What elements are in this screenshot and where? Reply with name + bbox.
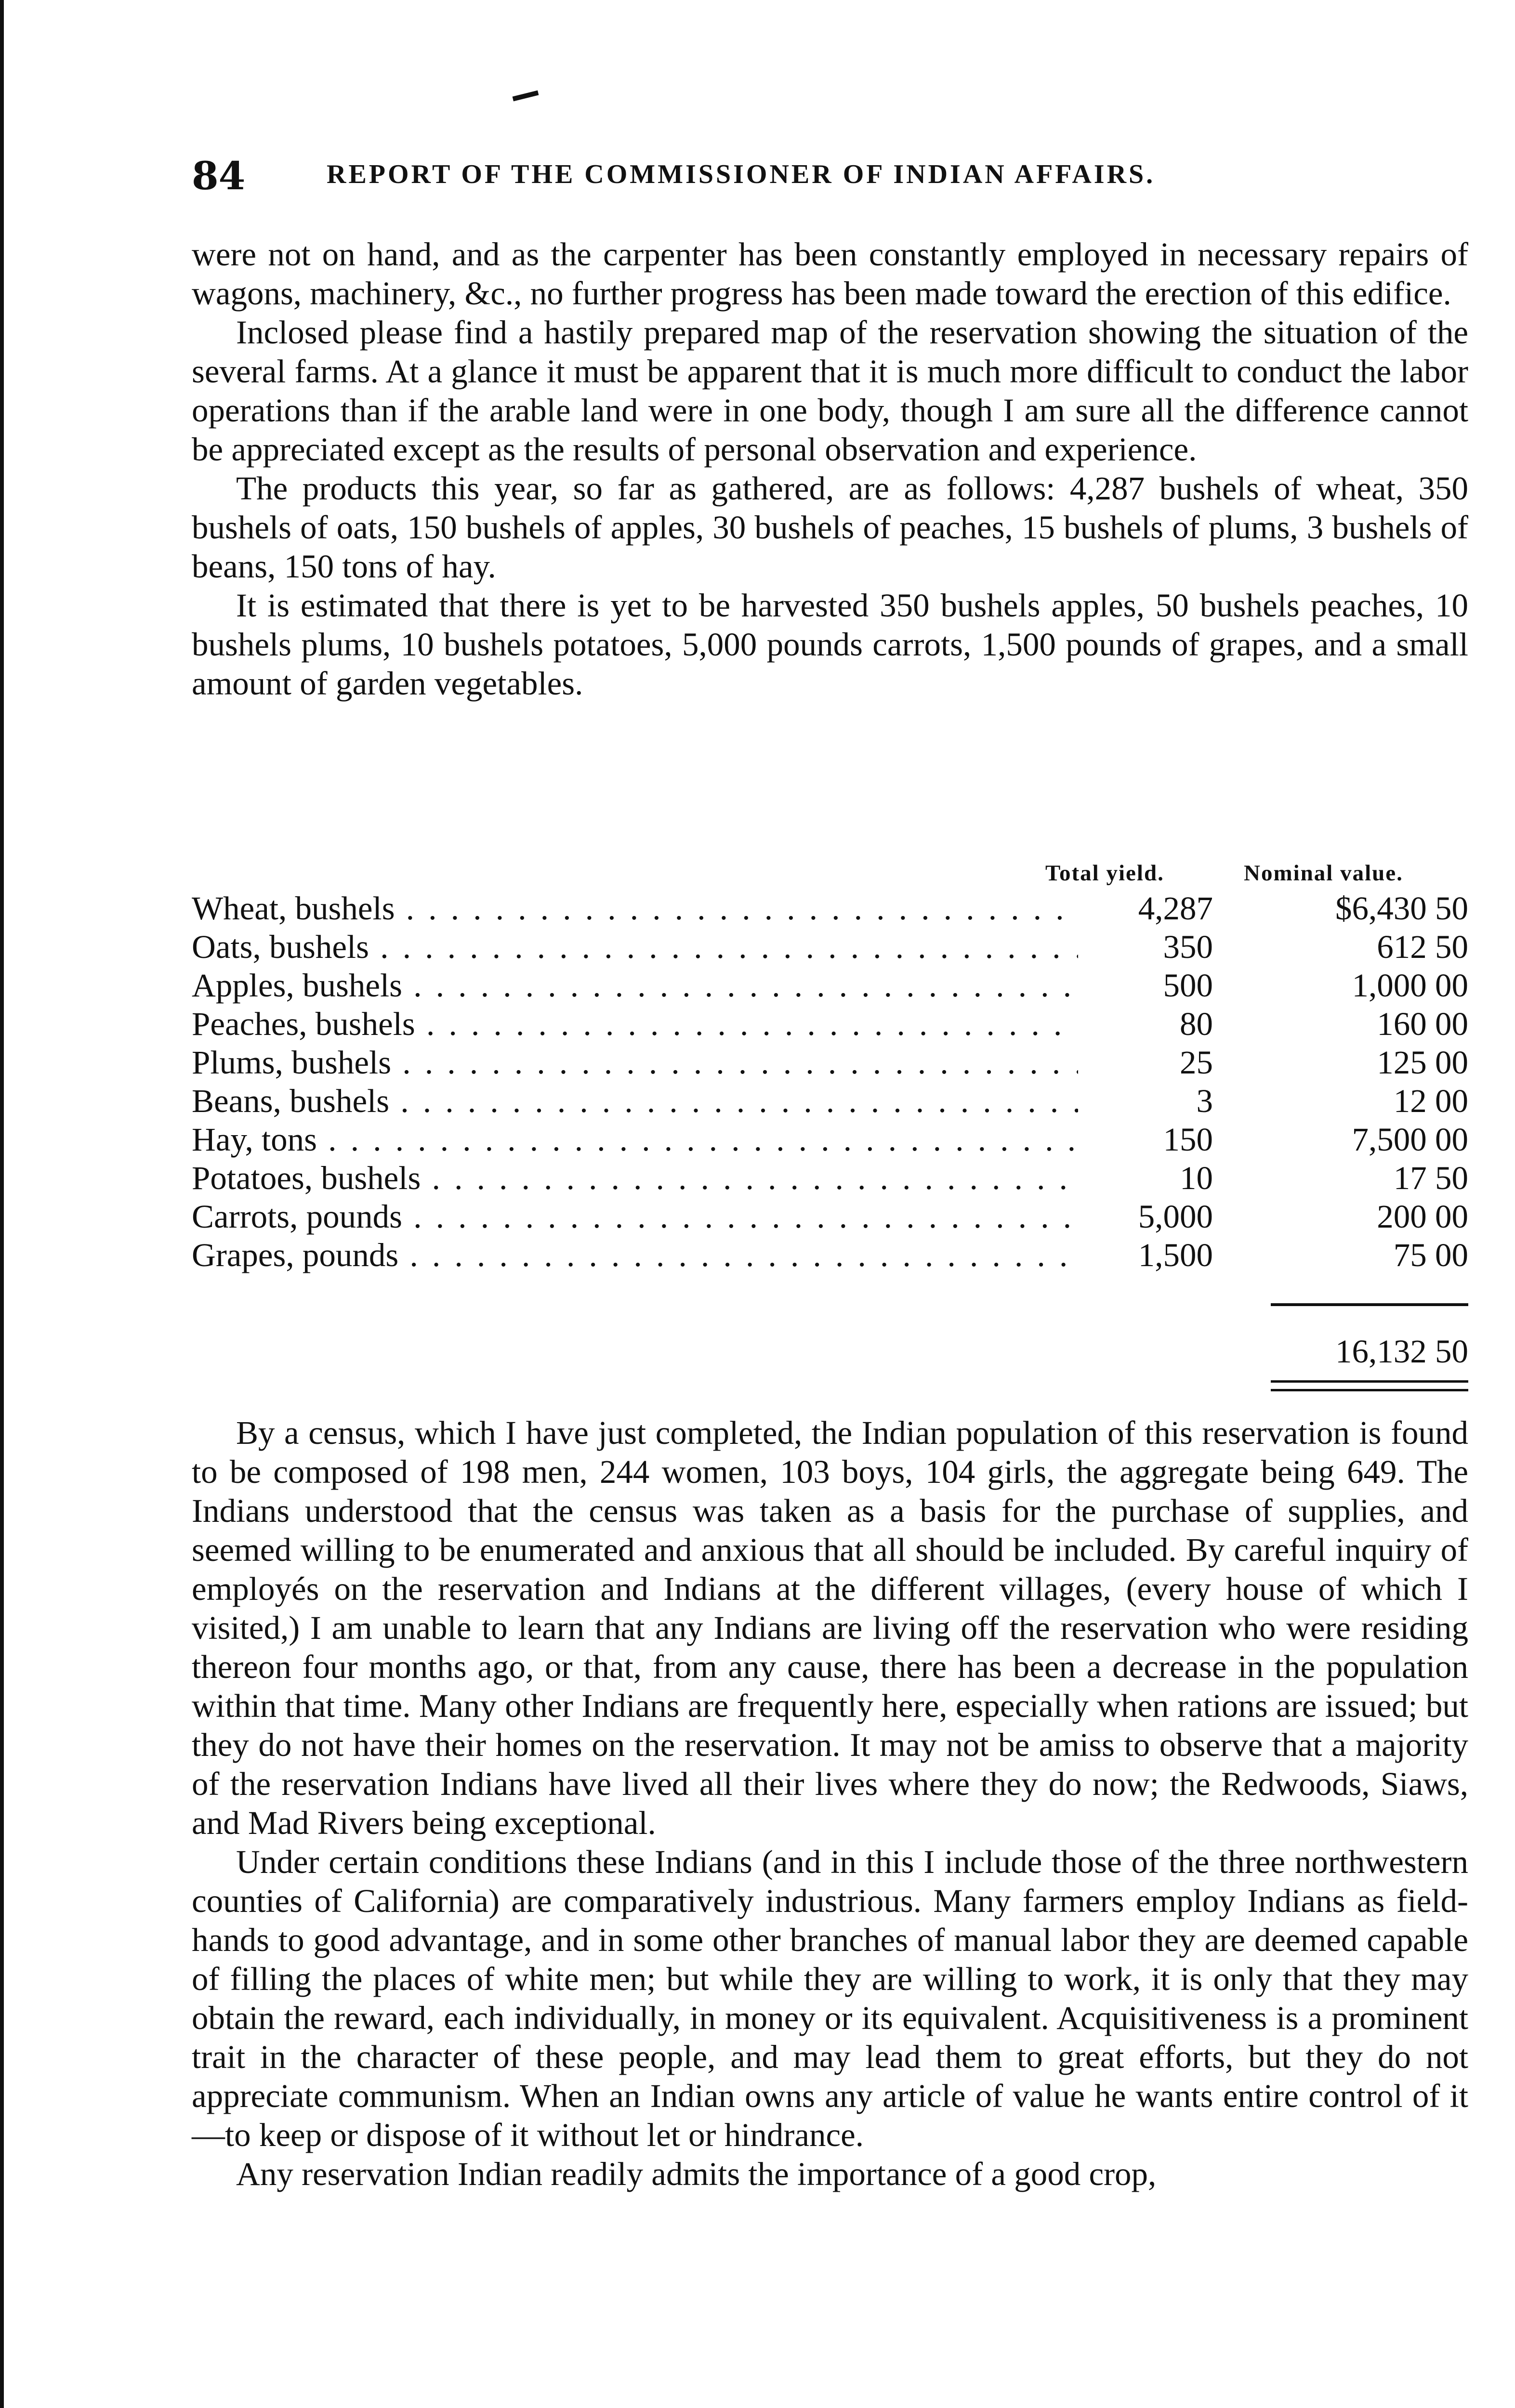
body-text-bottom [192,1413,1468,2194]
table-row [192,1082,1468,1120]
table-row [192,966,1468,1005]
table-row [192,1043,1468,1082]
row-label: Peaches, bushels . . . [192,1005,1078,1043]
row-label: Plums, bushels . . . [192,1043,1078,1082]
crop-yield-table [192,860,1468,1404]
table-row [192,1159,1468,1197]
row-label: Wheat, bushels . . . [192,889,1078,928]
table-row [192,1197,1468,1236]
row-value: 160 00 [1377,1006,1468,1042]
row-yield: 3 [1097,1082,1213,1120]
row-yield: 5,000 [1097,1197,1213,1236]
table-row [192,889,1468,928]
table-row [192,928,1468,966]
row-label: Carrots, pounds . . . [192,1197,1078,1236]
sum-rule [1271,1303,1468,1306]
row-value: 75 00 [1393,1237,1468,1273]
table-row [192,1005,1468,1043]
row-value: 7,500 00 [1352,1121,1468,1158]
paragraph: The products this year, so far as gathered, are as follows: 4,287 bushels of wheat, 350 bushels of oats, 150 bushels of apples, 30 bushels of peaches, 15 bushels of plums, 3 bushels of beans, 150 tons of hay. [192,470,1468,585]
row-label: Potatoes, bushels . . . [192,1159,1078,1197]
row-yield: 350 [1097,928,1213,966]
row-value: 125 00 [1377,1044,1468,1081]
body-text-top [192,235,1468,703]
column-header-total-yield: Total yield. [1045,861,1164,886]
paragraph: Any reservation Indian readily admits the importance of a good crop, [236,2156,1157,2192]
row-yield: 1,500 [1097,1236,1213,1274]
row-label: Grapes, pounds . . . [192,1236,1078,1274]
paragraph: were not on hand, and as the carpenter has been constantly employed in necessary repairs of wagons, machinery, &c., no further progress has been made toward the erection of this edifice. [192,236,1468,312]
row-value: 17 50 [1393,1160,1468,1196]
row-label: Beans, bushels . . . [192,1082,1078,1120]
paragraph: Inclosed please find a hastily prepared map of the reservation showing the situation of the several farms. At a glance it must be apparent that it is much more difficult to conduct the labor operations than if the arable land were in one body, though I am sure all the difference cannot be appreciated except as the results of personal observation and experience. [192,314,1468,468]
row-label: Hay, tons . . . [192,1120,1078,1159]
paragraph: It is estimated that there is yet to be harvested 350 bushels apples, 50 bushels peaches, 10 bushels plums, 10 bushels potatoes, 5,000 pounds carrots, 1,500 pounds of grapes, and a small amount of garden vegetables. [192,587,1468,702]
row-yield: 25 [1097,1043,1213,1082]
double-rule-top [1271,1380,1468,1383]
row-value: 1,000 00 [1352,967,1468,1004]
row-value: 12 00 [1393,1083,1468,1119]
row-value: 200 00 [1377,1198,1468,1235]
row-label: Oats, bushels . . . [192,928,1078,966]
running-head: REPORT OF THE COMMISSIONER OF INDIAN AFFAIRS. [327,159,1156,189]
paragraph: Under certain conditions these Indians (and in this I include those of the three northwestern counties of California) are comparatively industrious. Many farmers employ Indians as field-hands to good advantage, and in some other branches of manual labor they are deemed capable of filling the places of white men; but while they are willing to work, it is only that they may obtain the reward, each individually, in money or its equivalent. Acquisitiveness is a prominent trait in the character of these people, and may lead them to great efforts, but they do not appreciate communism. When an Indian owns any article of value he wants entire control of it—to keep or dispose of it without let or hindrance. [192,1844,1468,2153]
row-yield: 10 [1097,1159,1213,1197]
row-yield: 4,287 [1097,889,1213,928]
row-yield: 150 [1097,1120,1213,1159]
row-yield: 80 [1097,1005,1213,1043]
row-yield: 500 [1097,966,1213,1005]
double-rule-bottom [1271,1389,1468,1391]
table-row [192,1120,1468,1159]
table-row [192,1236,1468,1274]
row-value: 612 50 [1377,929,1468,965]
row-label: Apples, bushels . . . [192,966,1078,1005]
page-number: 84 [192,153,246,198]
page-header [192,153,1468,206]
row-value: $6,430 50 [1335,890,1468,927]
total-value: 16,132 50 [1335,1333,1468,1370]
table-total-row [192,1332,1468,1371]
paragraph: By a census, which I have just completed, the Indian population of this reservation is found to be composed of 198 men, 244 women, 103 boys, 104 girls, the aggregate being 649. The Indians understood that the census was taken as a basis for the purchase of supplies, and seemed willing to be enumerated and anxious that all should be included. By careful inquiry of employés on the reservation and Indians at the different villages, (every house of which I visited,) I am unable to learn that any Indians are living off the reservation who were residing thereon four months ago, or that, from any cause, there has been a decrease in the population within that time. Many other Indians are frequently here, especially when rations are issued; but they do not have their homes on the reservation. It may not be amiss to observe that a majority of the reservation Indians have lived all their lives where they do now; the Redwoods, Siaws, and Mad Rivers being exceptional. [192,1414,1468,1841]
column-header-nominal-value: Nominal value. [1244,861,1403,886]
